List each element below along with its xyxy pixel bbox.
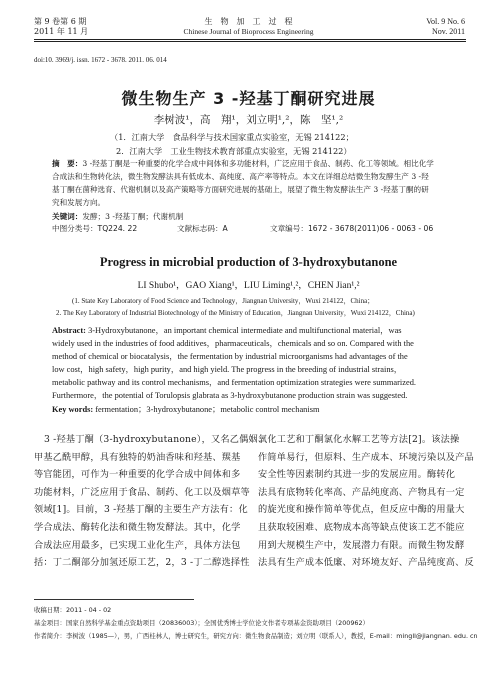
- body-line: 的旋光度和操作简单等优点，但反应中酶的用量大: [258, 504, 465, 516]
- article-number: 文章编号：1672 - 3678(2011)06 - 0063 - 06: [270, 224, 434, 233]
- footnote-funding: 基金项目：国家自然科学基金重点资助项目（20836003）；全国优秀博士学位论文作者专项基金资助项目（200962）: [34, 619, 369, 627]
- title-en: Progress in microbial production of 3-hydroxybutanone: [99, 255, 398, 269]
- header-date: 2011 年 11 月: [34, 27, 89, 36]
- body-line: 且获取较困难、底物成本高等缺点使该工艺不能应: [258, 521, 465, 533]
- keywords-en: [52, 403, 319, 415]
- authors-en: LI Shubo¹，GAO Xiang¹，LIU Liming¹,²，CHEN Jian¹,²: [137, 281, 360, 291]
- document-code: 文献标志码：A: [177, 224, 228, 233]
- body-line: 法具有底物转化率高、产品纯度高、产物具有一定: [258, 486, 465, 498]
- abstract-en-line: low cost，high safety，high purity，and high yield. The progress in the breeding of industrial strains，: [52, 365, 403, 374]
- body-line: 作简单易行，但原料、生产成本、环境污染以及产品: [258, 451, 474, 463]
- body-line: 括：丁二酮部分加氢还原工艺，2，3 -丁二醇选择性: [34, 557, 250, 569]
- header-rule-bottom: [34, 41, 466, 42]
- title-cn: 微生物生产 3 -羟基丁酮研究进展: [121, 89, 376, 108]
- abstract-cn-line: 合成法和生物转化法，微生物发酵法具有低成本、高纯度、高产率等特点。本文在详细总结微生物发酵生产 3 -羟: [52, 172, 429, 181]
- body-line: 安全性等因素制约其进一步的发展应用。酶转化: [258, 469, 456, 481]
- keywords-cn-label: 关键词：: [52, 212, 83, 221]
- header-volume: Vol. 9 No. 6: [426, 17, 465, 26]
- abstract-en-line: metabolic pathway and its control mechanisms，and fermentation optimization strategies were summarized.: [52, 378, 416, 387]
- abstract-en-line: Furthermore，the potential of Torulopsis glabrata as 3-hydroxybutanone production strain was suggested.: [52, 391, 408, 400]
- affiliation-cn-2: 2．江南大学 工业生物技术教育部重点实验室，无锡 214122）: [116, 146, 352, 156]
- abstract-cn-label: 摘 要：: [52, 159, 83, 168]
- footnote-received: 收稿日期：2011 - 04 - 02: [34, 606, 112, 614]
- keywords-en-label: Key words:: [52, 405, 94, 414]
- body-column-right: [258, 431, 473, 572]
- footnote-rule: [34, 599, 194, 600]
- body-line: 氧化工艺和丁酮氯化水解工艺等方法[2]。该法操: [258, 434, 460, 445]
- body-line: 法具有生产成本低廉、对环境友好、产品纯度高、反: [258, 557, 474, 569]
- abstract-cn: [52, 157, 452, 209]
- header-journal-en: Chinese Journal of Bioprocess Engineering: [183, 27, 314, 36]
- affiliation-en-1: (1. State Key Laboratory of Food Science and Technology，Jiangnan University，Wuxi 214122，China；: [72, 297, 375, 305]
- abstract-en-line: method of chemical or biocatalysis，the fermentation by industrial microorganisms had advantages of the: [52, 352, 408, 361]
- body-column-left: [34, 431, 268, 572]
- abstract-cn-line: 究和发展方向。: [52, 198, 106, 207]
- body-line: 用到大规模生产中，发展潜力有限。而微生物发酵: [258, 539, 465, 551]
- affiliation-en-2: 2. The Key Laboratory of Industrial Biotechnology of the Ministry of Education，Jiangnan University，Wuxi 214122，China): [56, 309, 415, 317]
- footnotes: [34, 604, 478, 643]
- doi: doi:10. 3969/j. issn. 1672 - 3678. 2011. 06. 014: [34, 56, 167, 64]
- keywords-en-text: fermentation；3-hydroxybutanone；metabolic control mechanism: [95, 405, 320, 414]
- header-rule-top: [34, 39, 466, 40]
- header-issue: 第 9 卷第 6 期: [34, 17, 87, 26]
- abstract-cn-line: 3 -羟基丁酮是一种重要的化学合成中间体和多功能材料，广泛应用于食品、制药、化工等领域。相比化学: [82, 159, 434, 168]
- body-line: 3 -羟基丁酮（3-hydroxybutanone），又名乙偶姻、: [44, 434, 268, 445]
- body-line: 领域[1]。目前，3 -羟基丁酮的主要生产方法有：化: [34, 504, 248, 516]
- abstract-cn-line: 基丁酮在菌种选育、代谢机制以及高产策略等方面研究进展的基础上，展望了微生物发酵法生产 3 -羟基丁酮的研: [52, 185, 429, 194]
- body-line: 等官能团，可作为一种重要的化学合成中间体和多: [34, 469, 241, 481]
- affiliation-cn-1: （1．江南大学 食品科学与技术国家重点实验室，无锡 214122；: [110, 132, 354, 142]
- authors-cn: 李树波¹，高 翔¹，刘立明¹,²，陈 坚¹,²: [153, 114, 344, 126]
- header-month: Nov. 2011: [432, 27, 465, 36]
- keywords-cn-text: 发酵；3 -羟基丁酮；代谢机制: [82, 212, 184, 221]
- abstract-en-line: 3-Hydroxybutanone，an important chemical intermediate and multifunctional material，was: [88, 326, 402, 335]
- footnote-author: 作者简介：李树波（1985—），男，广西桂林人，博士研究生，研究方向：微生物食品制造；刘立明（联系人），教授，E-mail：mingll@jiangnan. edu. cn: [34, 632, 478, 640]
- abstract-en: [52, 324, 452, 402]
- body-line: 学合成法、酶转化法和微生物发酵法。其中，化学: [34, 521, 241, 533]
- header-journal-cn: 生 物 加 工 过 程: [204, 17, 293, 26]
- abstract-en-label: Abstract:: [52, 326, 86, 335]
- body-line: 合成法应用最多，已实现工业化生产，具体方法包: [34, 539, 241, 551]
- abstract-en-line: widely used in the industries of food additives，pharmaceuticals，chemicals and so on. Compared with the: [52, 339, 414, 348]
- clc-number: 中图分类号：TQ224. 22: [52, 224, 138, 233]
- body-line: 功能材料，广泛应用于食品、制药、化工以及烟草等: [34, 486, 250, 498]
- body-line: 甲基乙酰甲醇，具有独特的奶油香味和羟基、羰基: [34, 451, 241, 463]
